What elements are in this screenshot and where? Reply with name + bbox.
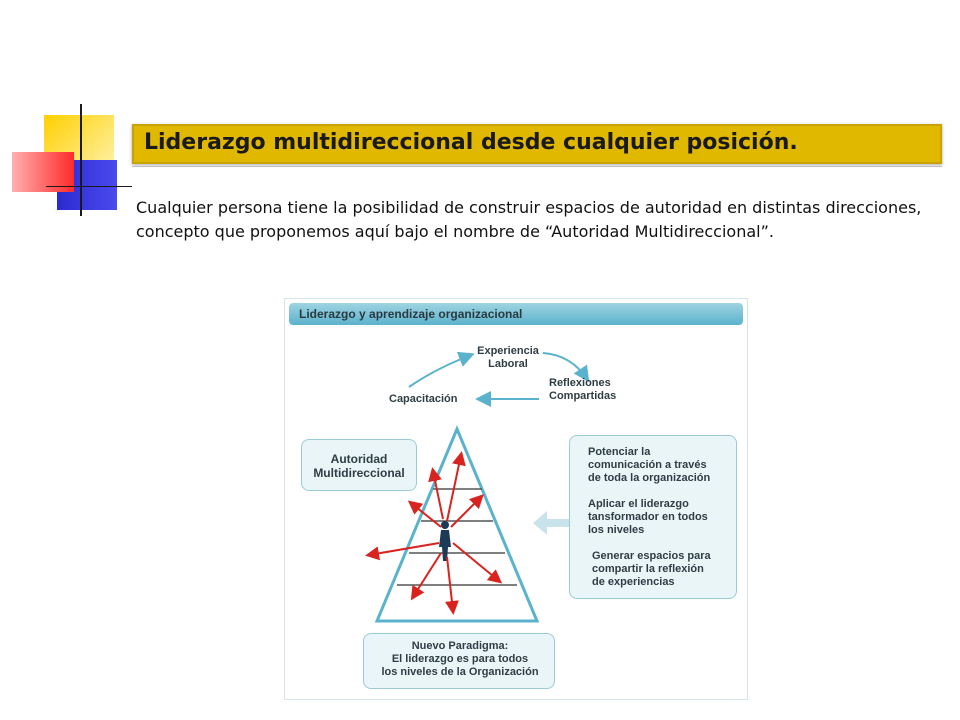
decorative-horizontal-line [46,186,132,187]
action2-line2: tansformador en todos [588,511,708,523]
action3-line2: compartir la reflexión [592,563,704,575]
paradigma-box [363,633,555,689]
slide-title-bar [132,124,942,164]
action3-line3: de experiencias [592,576,675,588]
reflexiones-line1: Reflexiones [549,377,611,389]
label-reflexiones [549,377,629,403]
actions-box [569,435,737,599]
action2-line3: los niveles [588,524,645,536]
autoridad-line2: Multidireccional [313,466,405,480]
action2-line1: Aplicar el liderazgo [588,498,689,510]
label-experiencia [473,345,543,371]
experiencia-line1: Experiencia [477,345,539,357]
large-left-arrow [533,511,573,535]
autoridad-box [301,439,417,491]
paradigma-line1: Nuevo Paradigma: [411,640,509,652]
paradigma-line3: los niveles de la Organización [381,666,539,678]
diagram-header: Liderazgo y aprendizaje organizacional [299,307,523,321]
reflexiones-line2: Compartidas [549,390,617,402]
title-divider [132,166,942,167]
paradigma-line2: El liderazgo es para todos [391,653,529,665]
cycle-arrow-up [409,355,471,387]
cycle-arrow-right [543,353,587,379]
action1-line3: de toda la organización [588,472,711,484]
autoridad-line1: Autoridad [330,452,388,466]
action1-line2: comunicación a través [588,459,707,471]
slide-title: Liderazgo multidireccional desde cualquier posición. [144,130,798,155]
action3-line1: Generar espacios para [592,550,711,562]
experiencia-line2: Laboral [488,358,528,370]
leadership-diagram [284,298,748,700]
slide-body-text: Cualquier persona tiene la posibilidad de construir espacios de autoridad en distintas direcciones, concepto que proponemos aquí bajo el nombre de “Autoridad Multidireccional”. [136,198,922,241]
action1-line1: Potenciar la [588,446,651,458]
label-capacitacion: Capacitación [389,393,458,405]
decorative-vertical-line [80,104,82,216]
